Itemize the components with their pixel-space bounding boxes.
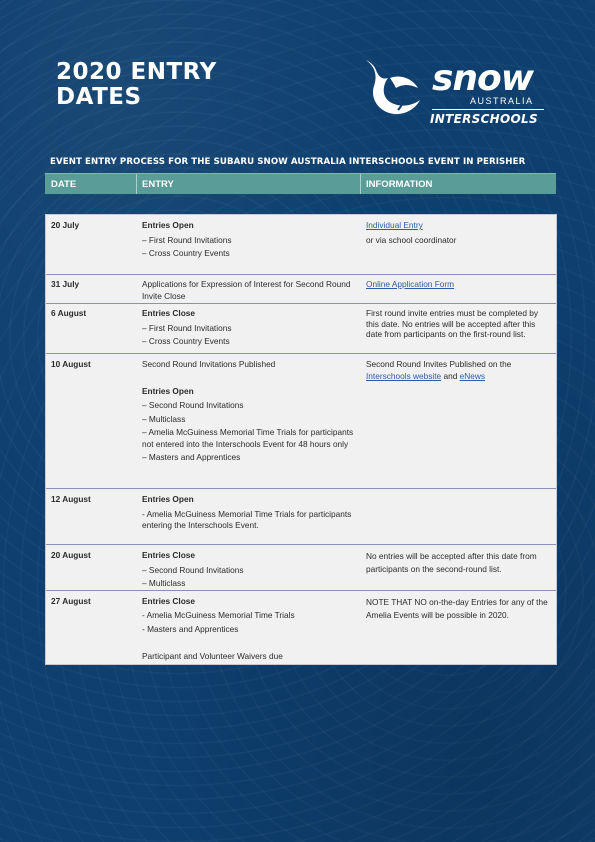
entry-item: - Masters and Apprentices <box>142 624 239 634</box>
row-date: 10 August <box>51 359 91 369</box>
entry-title: Entries Close <box>142 550 196 560</box>
row-date: 31 July <box>51 279 80 289</box>
page-title <box>56 60 217 110</box>
row-info <box>366 279 552 291</box>
online-application-form-link[interactable]: Online Application Form <box>366 279 455 289</box>
entry-title: Entries Close <box>142 308 196 318</box>
table-row <box>46 544 556 591</box>
entry-item: – Cross Country Events <box>142 248 230 258</box>
entry-title: Entries Close <box>142 596 196 606</box>
table-row <box>46 488 556 545</box>
logo-snow-text: snow <box>432 58 534 99</box>
entry-item: – Second Round Invitations <box>142 400 244 410</box>
table-row <box>46 215 556 274</box>
entry-title: Entries Open <box>142 385 194 396</box>
row-date: 20 July <box>51 220 80 230</box>
entry-item: – First Round Invitations <box>142 322 232 333</box>
row-date: 20 August <box>51 550 91 560</box>
logo-divider <box>432 109 544 110</box>
enews-link[interactable]: eNews <box>459 370 486 381</box>
info-text: First round invite entries must be completed by this date. No entries will be accepted after this date from participants on the first-round list. <box>366 308 539 339</box>
info-text: No entries will be accepted after this date from participants on the second-round list. <box>366 551 537 574</box>
column-header-entry: ENTRY <box>142 179 174 190</box>
entry-title: Entries Open <box>142 494 194 504</box>
table-subtitle: EVENT ENTRY PROCESS FOR THE SUBARU SNOW AUSTRALIA INTERSCHOOLS EVENT IN PERISHER <box>50 157 526 167</box>
row-entry <box>142 550 360 590</box>
entry-item: – Amelia McGuiness Memorial Time Trials for participants not entered into the Interschools Event for 48 hours only <box>142 427 354 449</box>
info-text: NOTE THAT NO on-the-day Entries for any of the Amelia Events will be possible in 2020. <box>366 597 548 620</box>
row-entry <box>142 494 360 532</box>
entry-item: – First Round Invitations <box>142 234 232 245</box>
row-date: 12 August <box>51 494 91 504</box>
info-text: Second Round Invites Published on the <box>366 359 512 369</box>
entry-dates-table <box>45 214 557 665</box>
row-date: 6 August <box>51 308 87 318</box>
entry-item: – Multiclass <box>142 578 186 588</box>
entry-item: – Cross Country Events <box>142 336 230 346</box>
entry-item: – Second Round Invitations <box>142 564 244 575</box>
info-connector: and <box>441 370 460 381</box>
column-divider <box>360 174 361 194</box>
table-header <box>45 173 556 194</box>
table-row <box>46 590 556 665</box>
logo-interschools-text: INTERSCHOOLS <box>430 112 538 126</box>
entry-item: – Masters and Apprentices <box>142 452 241 462</box>
row-entry <box>142 220 360 260</box>
table-row <box>46 274 556 304</box>
swooping-bird-icon <box>360 56 424 122</box>
column-divider <box>136 174 137 194</box>
row-info <box>366 359 552 382</box>
entry-footer: Participant and Volunteer Waivers due <box>142 650 283 661</box>
entry-item: - Amelia McGuiness Memorial Time Trials <box>142 609 295 620</box>
entry-item: – Multiclass <box>142 413 186 424</box>
table-row <box>46 303 556 354</box>
row-entry <box>142 308 360 348</box>
table-row <box>46 353 556 489</box>
row-entry <box>142 359 360 464</box>
snow-australia-interschools-logo <box>360 56 550 130</box>
logo-australia-text: AUSTRALIA <box>470 96 534 106</box>
row-entry <box>142 596 360 662</box>
entry-text: Second Round Invitations Published <box>142 359 276 369</box>
individual-entry-link[interactable]: Individual Entry <box>366 220 423 230</box>
entry-text: Applications for Expression of Interest for Second Round Invite Close <box>142 279 351 301</box>
column-header-information: INFORMATION <box>366 179 433 190</box>
page-title-line-2: DATES <box>56 84 142 110</box>
column-header-date: DATE <box>51 179 77 190</box>
page-title-line-1: 2020 ENTRY <box>56 59 217 85</box>
entry-title: Entries Open <box>142 220 194 230</box>
row-date: 27 August <box>51 596 91 606</box>
info-text: or via school coordinator <box>366 234 457 245</box>
interschools-website-link[interactable]: Interschools website <box>366 370 442 381</box>
row-info <box>366 220 552 246</box>
entry-text: - Amelia McGuiness Memorial Time Trials for participants entering the Interschools Event. <box>142 508 352 530</box>
